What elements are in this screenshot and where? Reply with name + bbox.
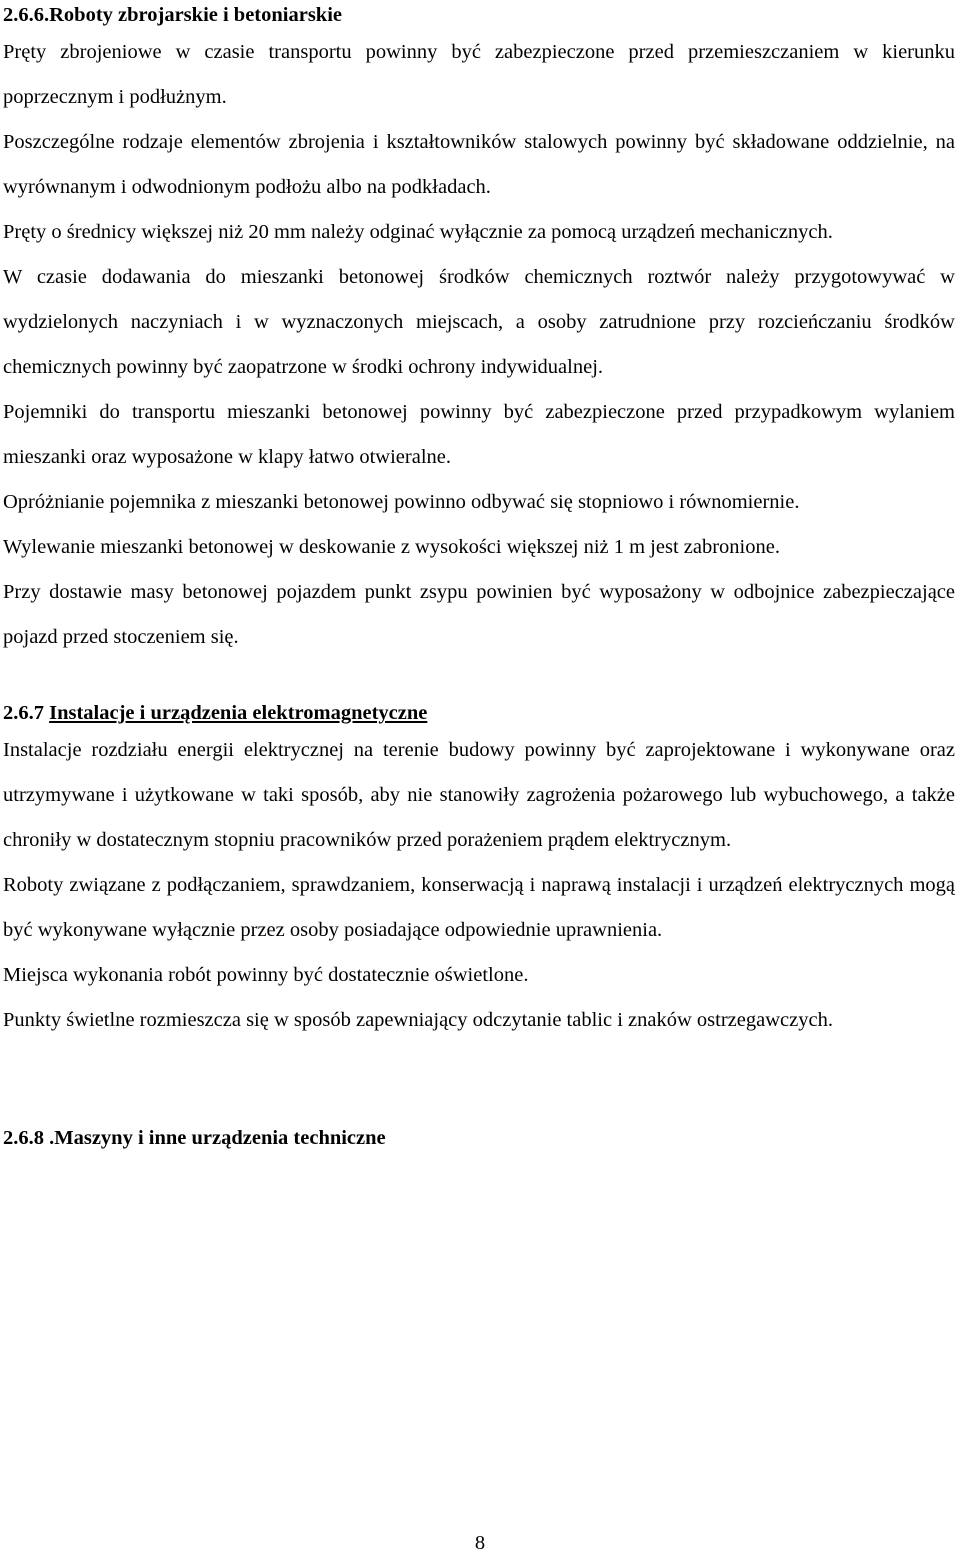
paragraph: Przy dostawie masy betonowej pojazdem punkt zsypu powinien być wyposażony w odbojnice zabezpieczające pojazd przed stoczeniem się.	[3, 581, 955, 648]
section-title: Instalacje i urządzenia elektromagnetyczne	[49, 702, 428, 724]
paragraph: Roboty związane z podłączaniem, sprawdzaniem, konserwacją i naprawą instalacji i urządzeń elektrycznych mogą być wykonywane wyłącznie przez osoby posiadające odpowiednie uprawnienia.	[3, 874, 955, 941]
section-number: 2.6.7	[3, 702, 44, 724]
paragraph: Instalacje rozdziału energii elektrycznej na terenie budowy powinny być zaprojektowane i wykonywane oraz utrzymywane i użytkowane w taki sposób, aby nie stanowiły zagrożenia pożarowego lub wybuchowego, a także chroniły w dostatecznym stopniu pracowników przed porażeniem prądem elektrycznym.	[3, 739, 955, 851]
paragraph: Miejsca wykonania robót powinny być dostatecznie oświetlone.	[3, 964, 529, 986]
paragraph: W czasie dodawania do mieszanki betonowej środków chemicznych roztwór należy przygotowywać w wydzielonych naczyniach i w wyznaczonych miejscach, a osoby zatrudnione przy rozcieńczaniu środków chemicznych powinny być zaopatrzone w środki ochrony indywidualnej.	[3, 266, 955, 378]
section-2-6-7-heading	[3, 698, 955, 728]
section-2-6-8-heading: 2.6.8 .Maszyny i inne urządzenia techniczne	[3, 1127, 386, 1149]
paragraph: Pręty zbrojeniowe w czasie transportu powinny być zabezpieczone przed przemieszczaniem w kierunku poprzecznym i podłużnym.	[3, 41, 955, 108]
paragraph: Poszczególne rodzaje elementów zbrojenia i kształtowników stalowych powinny być składowane oddzielnie, na wyrównanym i odwodnionym podłożu albo na podkładach.	[3, 131, 955, 198]
page-number: 8	[474, 1532, 486, 1554]
paragraph: Pojemniki do transportu mieszanki betonowej powinny być zabezpieczone przed przypadkowym wylaniem mieszanki oraz wyposażone w klapy łatwo otwieralne.	[3, 401, 955, 468]
paragraph: Wylewanie mieszanki betonowej w deskowanie z wysokości większej niż 1 m jest zabronione.	[3, 536, 780, 558]
paragraph: Punkty świetlne rozmieszcza się w sposób zapewniający odczytanie tablic i znaków ostrzegawczych.	[3, 1009, 833, 1031]
paragraph: Pręty o średnicy większej niż 20 mm należy odginać wyłącznie za pomocą urządzeń mechanicznych.	[3, 221, 833, 243]
section-2-6-6-heading: 2.6.6.Roboty zbrojarskie i betoniarskie	[3, 4, 343, 26]
paragraph: Opróżnianie pojemnika z mieszanki betonowej powinno odbywać się stopniowo i równomiernie.	[3, 491, 800, 513]
